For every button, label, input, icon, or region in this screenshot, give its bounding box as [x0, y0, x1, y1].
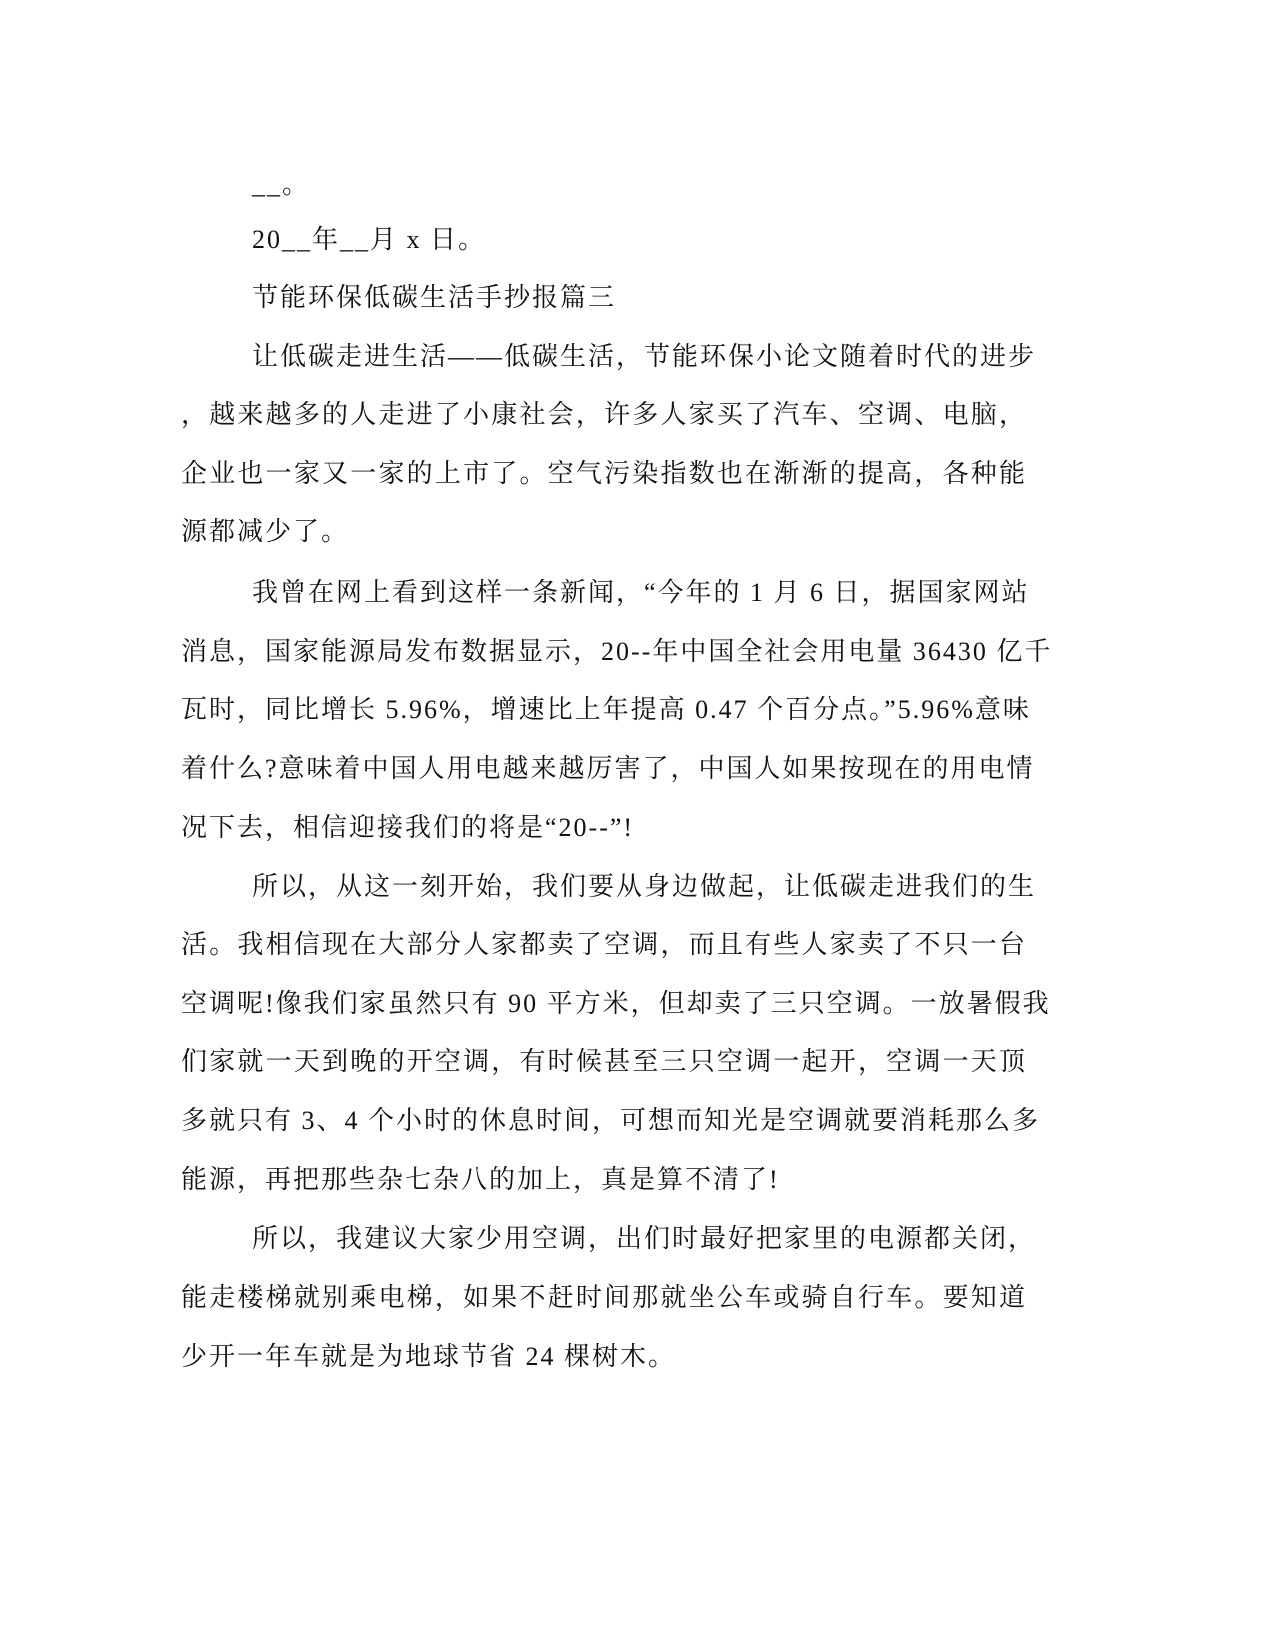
text-line: 20__年__月 x 日。 [252, 225, 487, 254]
text-line: 活。我相信现在大部分人家都卖了空调，而且有些人家卖了不只一台 [181, 930, 1027, 959]
text-line: 况下去，相信迎接我们的将是“20--”! [181, 813, 635, 842]
text-line: 消息，国家能源局发布数据显示，20--年中国全社会用电量 36430 亿千 [181, 637, 1053, 666]
text-line: 能走楼梯就别乘电梯，如果不赶时间那就坐公车或骑自行车。要知道 [181, 1283, 1027, 1312]
text-line: 让低碳走进生活——低碳生活，节能环保小论文随着时代的进步 [252, 342, 1037, 371]
text-line: ，越来越多的人走进了小康社会，许多人家买了汽车、空调、电脑， [181, 400, 1027, 429]
text-line: 所以，从这一刻开始，我们要从身边做起，让低碳走进我们的生 [252, 872, 1037, 901]
text-line: 我曾在网上看到这样一条新闻，“今年的 1 月 6 日，据国家网站 [252, 578, 1030, 607]
text-line: 所以，我建议大家少用空调，出们时最好把家里的电源都关闭， [252, 1224, 1037, 1253]
text-line: 瓦时，同比增长 5.96%，增速比上年提高 0.47 个百分点。”5.96%意味 [181, 695, 1031, 724]
text-line: 多就只有 3、4 个小时的休息时间，可想而知光是空调就要消耗那么多 [181, 1106, 1041, 1135]
section-heading: 节能环保低碳生活手抄报篇三 [252, 283, 617, 312]
text-line: 着什么?意味着中国人用电越来越厉害了，中国人如果按现在的用电情 [181, 754, 1035, 783]
text-line: 能源，再把那些杂七杂八的加上，真是算不清了! [181, 1165, 780, 1194]
text-line: 企业也一家又一家的上市了。空气污染指数也在渐渐的提高，各种能 [181, 459, 1027, 488]
text-line: 们家就一天到晚的开空调，有时候甚至三只空调一起开，空调一天顶 [181, 1047, 1027, 1076]
text-line: 空调呢!像我们家虽然只有 90 平方米，但却卖了三只空调。一放暑假我 [181, 989, 1051, 1018]
text-line: 少开一年车就是为地球节省 24 棵树木。 [181, 1342, 677, 1371]
text-line: __。 [252, 170, 311, 199]
text-line: 源都减少了。 [181, 517, 350, 546]
